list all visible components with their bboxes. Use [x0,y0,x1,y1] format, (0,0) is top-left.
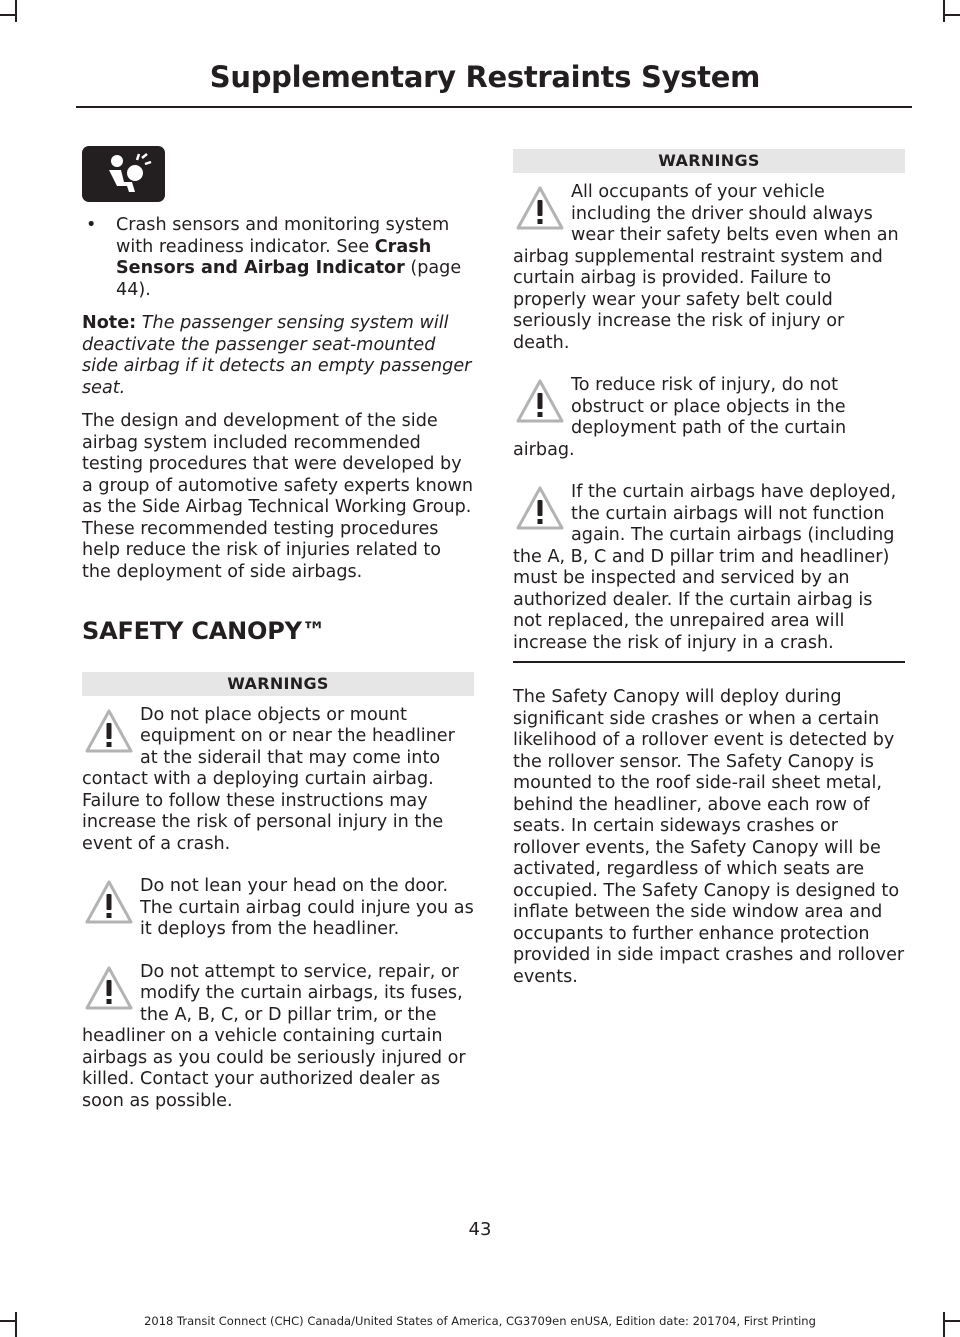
right-column [513,149,905,988]
warning-text: All occupants of your vehicle including the driver should always wear their safety belts even when an airbag supplemental restraint system and curtain airbag is provided. Failure to properly wear your safety belt could seriously increase the risk of injury or death. [513,182,899,353]
left-column [82,146,474,1113]
crop-mark [0,14,17,16]
crop-mark [943,0,945,22]
crop-mark [15,0,17,22]
footer-edition-text: 2018 Transit Connect (CHC) Canada/United States of America, CG3709en enUSA, Edition date: 201704, First Printing [144,1314,816,1328]
warning-triangle-icon [84,965,134,1011]
warning-triangle-icon [515,485,565,531]
warning-triangle-icon [84,879,134,925]
warnings-heading: WARNINGS [513,149,905,173]
body-paragraph: The design and development of the side airbag system included recommended testing procedures that were developed by a group of automotive safety experts known as the Side Airbag Technical Working Group. These recommended testing procedures help reduce the risk of injuries related to the deployment of side airbags. [82,411,474,582]
body-paragraph: The Safety Canopy will deploy during significant side crashes or when a certain likelihood of a rollover event is detected by the rollover sensor. The Safety Canopy is mounted to the roof side-rail sheet metal, behind the headliner, above each row of seats. In certain sideways crashes or rollover events, the Safety Canopy will be activated, regardless of which seats are occupied. The Safety Canopy is designed to inflate between the side window area and occupants to further enhance protection provided in side impact crashes and rollover events. [513,687,905,987]
bullet-text: Crash sensors and monitoring system with readiness indicator. See [116,215,450,257]
list-item [82,215,474,301]
note-text: The passenger sensing system will deactivate the passenger seat-mounted side airbag if it detects an empty passenger seat. [82,313,472,398]
bullet-symbol: • [86,215,97,235]
warning-text: If the curtain airbags have deployed, the curtain airbags will not function again. The curtain airbags (including the A, B, C and D pillar trim and headliner) must be inspected and serviced by an authorized dealer. If the curtain airbag is not replaced, the unrepaired area will increase the risk of injury in a crash. [513,482,897,653]
warning-item [82,962,474,1114]
warning-text: Do not lean your head on the door. The curtain airbag could injure you as it deploys from the headliner. [140,876,474,939]
page-reference: (page 44). [116,258,462,300]
note [82,313,474,399]
warning-triangle-icon [515,378,565,424]
section-heading: SAFETY CANOPY™ [82,617,326,645]
warning-item [513,482,905,655]
cross-reference-link[interactable]: Crash Sensors and Airbag Indicator [116,236,432,278]
warning-text: Do not attempt to service, repair, or modify the curtain airbags, its fuses, the A, B, C, or D pillar trim, or the headliner on a vehicle containing curtain airbags as you could be seriously injured or killed. Contact your authorized dealer as soon as possible. [82,961,466,1111]
page-title: Supplementary Restraints System [209,60,760,94]
warning-triangle-icon [84,708,134,754]
warnings-heading: WARNINGS [82,672,474,696]
page-number: 43 [468,1219,492,1240]
warning-triangle-icon [515,185,565,231]
warning-item [82,876,474,942]
warnings-box [82,672,474,1114]
warnings-end-rule [513,661,905,663]
warning-text: Do not place objects or mount equipment on or near the headliner at the siderail that may come into contact with a deploying curtain airbag. Failure to follow these instructions may increase the risk of personal injury in the event of a crash. [82,704,455,854]
note-label: Note: [82,313,137,333]
warning-item [513,182,905,355]
warnings-box [513,149,905,663]
warning-text: To reduce risk of injury, do not obstruct or place objects in the deployment path of the curtain airbag. [513,375,847,460]
header-rule [76,106,912,108]
warning-item [82,705,474,857]
warning-item [513,375,905,462]
airbag-indicator-icon [82,146,165,202]
crop-mark [943,14,960,16]
